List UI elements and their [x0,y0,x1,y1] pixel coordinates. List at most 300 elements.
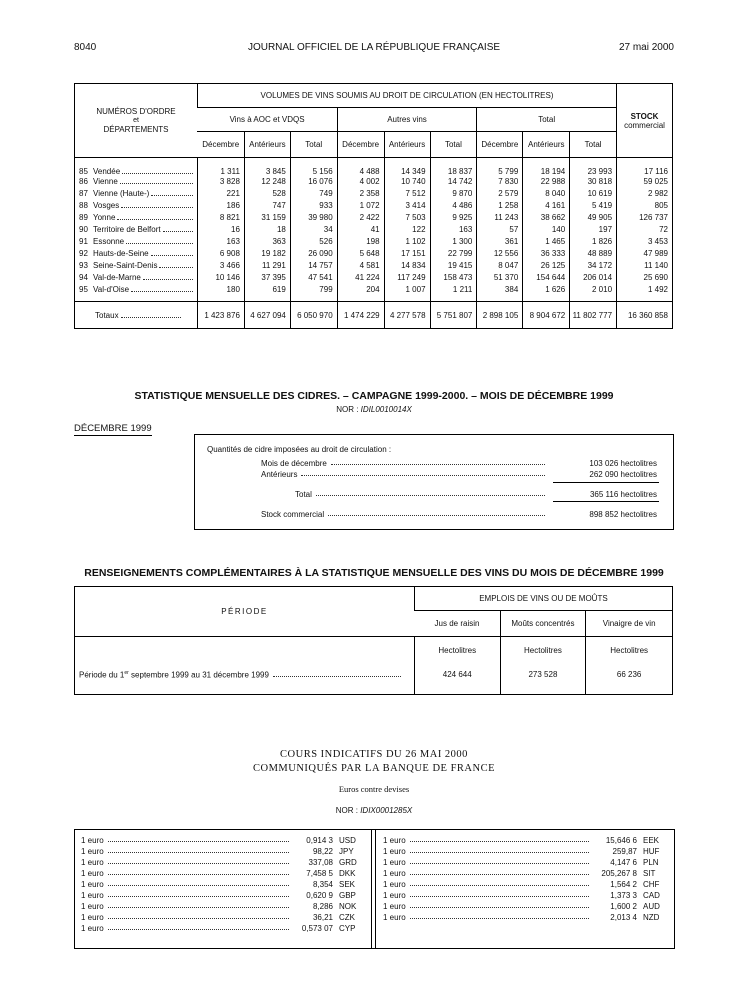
dept-name: Vienne (Haute-) [93,189,150,198]
currency-row [383,856,667,867]
periode-text: Période du 1er septembre 1999 au 31 décembre 1999 [79,670,269,680]
total-cell: 11 802 777 [570,302,617,329]
dept-name: Seine-Saint-Denis [93,261,158,270]
value-cell: 18 194 [523,158,570,176]
euro-label: 1 euro [383,858,406,867]
cidre-title: STATISTIQUE MENSUELLE DES CIDRES. – CAMPAGNE 1999-2000. – MOIS DE DÉCEMBRE 1999 [134,390,614,402]
cidre-stock-row [261,510,657,519]
currency-code: EEK [643,836,660,845]
dept-number: 89 [79,213,88,222]
cidre-total-label: Total [295,490,312,499]
euro-label: 1 euro [383,847,406,856]
unit-label: Hectolitres [438,646,477,655]
currency-code: CYP [339,924,356,933]
currency-code: NOK [339,902,357,911]
rate-value: 259,87 [612,847,637,856]
dept-number: 94 [79,273,88,282]
cours-box [74,829,675,949]
value-cell: 5 156 [290,158,337,176]
totals-label-cell [75,302,198,329]
total-cell: 1 423 876 [197,302,244,329]
dept-header [75,84,198,158]
cidre-stock-value: 898 852 hectolitres [589,510,657,519]
value-cell: 12 248 [244,176,290,188]
total-cell: 2 898 105 [477,302,523,329]
value-cell: 3 845 [244,158,290,176]
wine-volumes-table [74,83,673,329]
value-cell: 37 395 [244,272,290,284]
currency-code: AUD [643,902,660,911]
value-cell: 1 007 [384,284,430,296]
sub-header: Décembre [337,132,384,158]
euro-label: 1 euro [81,847,104,856]
rate-value: 205,267 8 [601,869,637,878]
value-cell: 140 [523,224,570,236]
value-cell: 31 159 [244,212,290,224]
value-cell: 57 [477,224,523,236]
value-cell: 1 492 [617,284,673,296]
value-cell: 41 224 [337,272,384,284]
currency-row [383,889,667,900]
value-cell: 2 982 [617,188,673,200]
wine-row [75,284,673,296]
value-cell: 11 243 [477,212,523,224]
dept-number: 88 [79,201,88,210]
currency-row [383,834,667,845]
cours-title1: COURS INDICATIFS DU 26 MAI 2000 [280,749,468,760]
euro-label: 1 euro [81,902,104,911]
stock-header-line1: STOCK [630,111,659,121]
value-cell: 14 834 [384,260,430,272]
vinaigre-value: 66 236 [616,670,642,679]
cours-title2: COMMUNIQUÉS PAR LA BANQUE DE FRANCE [252,763,495,774]
value-cell: 11 291 [244,260,290,272]
value-cell: 1 826 [570,236,617,248]
group-aoc-header: Vins à AOC et VDQS [197,108,337,132]
nor-code: IDIX0001285X [360,806,413,815]
cidre-stock-label: Stock commercial [261,510,325,519]
value-cell: 51 370 [477,272,523,284]
value-cell: 36 333 [523,248,570,260]
dept-cell [75,260,198,272]
value-cell: 805 [617,200,673,212]
cidre-intro: Quantités de cidre imposées au droit de circulation : [207,445,392,454]
value-cell: 10 146 [197,272,244,284]
value-cell: 221 [197,188,244,200]
currency-row [81,867,363,878]
value-cell: 7 830 [477,176,523,188]
group-autres-header: Autres vins [337,108,477,132]
currency-code: GRD [339,858,357,867]
value-cell: 48 889 [570,248,617,260]
value-cell: 10 619 [570,188,617,200]
nor-code: IDIL0010014X [360,405,412,414]
value-cell: 12 556 [477,248,523,260]
value-cell: 7 512 [384,188,430,200]
value-cell: 47 541 [290,272,337,284]
value-cell: 384 [477,284,523,296]
currency-row [81,889,363,900]
currency-row [81,845,363,856]
euro-label: 1 euro [81,858,104,867]
euro-label: 1 euro [81,913,104,922]
dept-name: Yonne [93,213,116,222]
value-cell: 154 644 [523,272,570,284]
dept-cell [75,212,198,224]
currency-code: DKK [339,869,356,878]
value-cell: 18 837 [430,158,477,176]
rate-value: 8,354 [312,880,333,889]
dept-cell [75,236,198,248]
wine-row [75,236,673,248]
unit-label: Hectolitres [610,646,649,655]
dept-cell [75,200,198,212]
currency-code: CZK [339,913,355,922]
value-cell: 9 870 [430,188,477,200]
volumes-header: VOLUMES DE VINS SOUMIS AU DROIT DE CIRCULATION (EN HECTOLITRES) [197,84,616,108]
periode-cell [75,637,415,695]
wine-row [75,212,673,224]
wine-row [75,200,673,212]
total-cell: 6 050 970 [290,302,337,329]
currency-row [81,834,363,845]
currency-row [383,900,667,911]
rate-value: 4,147 6 [610,858,637,867]
value-cell: 363 [244,236,290,248]
dept-header-line1: NUMÉROS D'ORDRE [96,107,176,116]
value-cell: 1 102 [384,236,430,248]
rate-value: 2,013 4 [610,913,637,922]
value-cell: 2 010 [570,284,617,296]
value-cell: 16 [197,224,244,236]
rens-table [74,586,673,695]
mouts-value: 273 528 [528,670,558,679]
value-cell: 23 993 [570,158,617,176]
totals-row [75,302,673,329]
value-cell: 19 415 [430,260,477,272]
value-cell: 5 799 [477,158,523,176]
dept-number: 93 [79,261,88,270]
currency-row [383,867,667,878]
rate-value: 1,600 2 [610,902,637,911]
euro-label: 1 euro [81,924,104,933]
dept-cell [75,158,198,176]
value-cell: 30 818 [570,176,617,188]
sub-header: Total [570,132,617,158]
currency-code: SEK [339,880,356,889]
jus-value: 424 644 [442,670,472,679]
value-cell: 126 737 [617,212,673,224]
header-date: 27 mai 2000 [618,42,674,53]
euro-label: 1 euro [383,902,406,911]
sub-header: Décembre [197,132,244,158]
value-cell: 26 090 [290,248,337,260]
value-cell: 1 465 [523,236,570,248]
dept-name: Vosges [93,201,120,210]
value-cell: 34 172 [570,260,617,272]
emplois-header: EMPLOIS DE VINS OU DE MOÛTS [414,587,672,611]
periode-header: PÉRIODE [75,587,415,637]
dept-cell [75,248,198,260]
value-cell: 526 [290,236,337,248]
value-cell: 34 [290,224,337,236]
currency-row [383,845,667,856]
wine-row [75,188,673,200]
wine-row [75,260,673,272]
value-cell: 122 [384,224,430,236]
rate-value: 0,573 07 [301,924,333,933]
value-cell: 6 908 [197,248,244,260]
cours-subtitle: Euros contre devises [338,784,410,794]
value-cell: 17 151 [384,248,430,260]
euro-label: 1 euro [383,880,406,889]
cidre-mois-row [261,459,657,468]
group-total-header: Total [477,108,617,132]
dept-cell [75,284,198,296]
value-cell: 8 821 [197,212,244,224]
rate-value: 337,08 [308,858,333,867]
euro-label: 1 euro [383,869,406,878]
cidre-ant-value: 262 090 hectolitres [589,470,657,479]
value-cell: 5 419 [570,200,617,212]
value-cell: 7 503 [384,212,430,224]
value-cell: 4 581 [337,260,384,272]
currency-row [81,878,363,889]
value-cell: 22 988 [523,176,570,188]
value-cell: 4 002 [337,176,384,188]
value-cell: 59 025 [617,176,673,188]
cidre-mois-value: 103 026 hectolitres [589,459,657,468]
value-cell: 25 690 [617,272,673,284]
stock-header [617,84,673,158]
currency-code: CHF [643,880,660,889]
value-cell: 8 047 [477,260,523,272]
value-cell: 41 [337,224,384,236]
unit-label: Hectolitres [524,646,562,655]
total-cell: 1 474 229 [337,302,384,329]
dept-number: 86 [79,177,88,186]
cidre-box [194,434,674,530]
wine-row [75,224,673,236]
value-cell: 16 076 [290,176,337,188]
page-number: 8040 [74,42,97,53]
dept-name: Vienne [93,177,118,186]
rate-value: 98,22 [312,847,333,856]
cidre-total-value: 365 116 hectolitres [589,490,657,499]
euro-label: 1 euro [81,836,104,845]
currency-code: NZD [643,913,660,922]
euro-label: 1 euro [383,913,406,922]
nor-label: NOR : [336,405,359,414]
col-header-vinaigre: Vinaigre de vin [586,611,673,637]
value-cell: 3 453 [617,236,673,248]
value-cell: 4 161 [523,200,570,212]
sub-header: Total [290,132,337,158]
wine-row [75,158,673,176]
value-cell: 38 662 [523,212,570,224]
cidre-section-label: DÉCEMBRE 1999 [74,423,152,434]
dept-number: 85 [79,166,88,176]
value-cell: 619 [244,284,290,296]
value-cell: 2 358 [337,188,384,200]
jus-cell [414,637,500,695]
value-cell: 5 648 [337,248,384,260]
dept-cell [75,272,198,284]
stock-header-line2: commercial [624,120,665,130]
value-cell: 749 [290,188,337,200]
currency-code: SIT [643,869,656,878]
currency-code: CAD [643,891,660,900]
rate-value: 0,914 3 [306,836,333,845]
value-cell: 117 249 [384,272,430,284]
total-cell: 16 360 858 [617,302,673,329]
dept-header-line3: DÉPARTEMENTS [103,125,169,134]
sub-header: Antérieurs [244,132,290,158]
wine-row [75,248,673,260]
value-cell: 747 [244,200,290,212]
euro-label: 1 euro [81,880,104,889]
value-cell: 158 473 [430,272,477,284]
value-cell: 163 [430,224,477,236]
cours-left-column [81,834,363,933]
value-cell: 2 579 [477,188,523,200]
dept-number: 91 [79,237,88,246]
mouts-cell [500,637,586,695]
col-header-jus: Jus de raisin [414,611,500,637]
total-cell: 4 277 578 [384,302,430,329]
total-cell: 8 904 672 [523,302,570,329]
totals-label: Totaux [95,310,119,320]
value-cell: 11 140 [617,260,673,272]
value-cell: 3 414 [384,200,430,212]
cidre-ant-row [261,470,657,479]
total-cell: 5 751 807 [430,302,477,329]
value-cell: 197 [570,224,617,236]
total-cell: 4 627 094 [244,302,290,329]
currency-row [81,911,363,922]
value-cell: 39 980 [290,212,337,224]
value-cell: 14 349 [384,158,430,176]
col-header-mouts: Moûts concentrés [500,611,586,637]
euro-label: 1 euro [383,836,406,845]
value-cell: 17 116 [617,158,673,176]
cours-right-column [383,834,667,922]
cidre-mois-label: Mois de décembre [261,459,327,468]
dept-cell [75,224,198,236]
dept-name: Vendée [93,166,121,176]
rens-title: RENSEIGNEMENTS COMPLÉMENTAIRES À LA STATISTIQUE MENSUELLE DES VINS DU MOIS DE DÉCEMBRE 1999 [84,567,664,579]
sub-header: Antérieurs [523,132,570,158]
sub-header: Décembre [477,132,523,158]
value-cell: 9 925 [430,212,477,224]
value-cell: 3 828 [197,176,244,188]
dept-header-line2: et [133,117,139,124]
euro-label: 1 euro [81,869,104,878]
rate-value: 1,564 2 [610,880,637,889]
value-cell: 8 040 [523,188,570,200]
dept-cell [75,176,198,188]
rate-value: 8,286 [312,902,333,911]
value-cell: 528 [244,188,290,200]
rate-value: 0,620 9 [306,891,333,900]
dept-number: 90 [79,225,88,234]
value-cell: 163 [197,236,244,248]
value-cell: 10 740 [384,176,430,188]
value-cell: 14 742 [430,176,477,188]
euro-label: 1 euro [81,891,104,900]
euro-label: 1 euro [383,891,406,900]
sub-header: Antérieurs [384,132,430,158]
value-cell: 1 626 [523,284,570,296]
dept-number: 95 [79,285,88,294]
wine-row [75,176,673,188]
currency-row [81,900,363,911]
value-cell: 3 466 [197,260,244,272]
value-cell: 1 311 [197,158,244,176]
value-cell: 1 258 [477,200,523,212]
value-cell: 4 486 [430,200,477,212]
rate-value: 1,373 3 [610,891,637,900]
currency-row [383,911,667,922]
value-cell: 4 488 [337,158,384,176]
value-cell: 1 072 [337,200,384,212]
currency-row [81,856,363,867]
rate-value: 15,646 6 [605,836,637,845]
cidre-ant-label: Antérieurs [261,470,298,479]
value-cell: 933 [290,200,337,212]
value-cell: 361 [477,236,523,248]
value-cell: 1 211 [430,284,477,296]
currency-code: JPY [339,847,354,856]
currency-row [383,878,667,889]
value-cell: 19 182 [244,248,290,260]
journal-title: JOURNAL OFFICIEL DE LA RÉPUBLIQUE FRANÇAISE [247,42,501,53]
dept-name: Val-de-Marne [93,273,141,282]
value-cell: 22 799 [430,248,477,260]
rate-value: 36,21 [312,913,333,922]
value-cell: 26 125 [523,260,570,272]
value-cell: 18 [244,224,290,236]
vinaigre-cell [586,637,673,695]
dept-name: Essonne [93,237,125,246]
value-cell: 204 [337,284,384,296]
value-cell: 72 [617,224,673,236]
currency-code: PLN [643,858,659,867]
dept-number: 87 [79,189,88,198]
currency-code: HUF [643,847,660,856]
currency-code: GBP [339,891,356,900]
value-cell: 799 [290,284,337,296]
value-cell: 47 989 [617,248,673,260]
dept-cell [75,188,198,200]
cidre-nor [0,405,748,414]
value-cell: 2 422 [337,212,384,224]
value-cell: 49 905 [570,212,617,224]
cours-nor [0,806,748,815]
dept-name: Hauts-de-Seine [93,249,149,258]
currency-code: USD [339,836,356,845]
value-cell: 1 300 [430,236,477,248]
dept-name: Val-d'Oise [93,285,130,294]
sub-header: Total [430,132,477,158]
wine-row [75,272,673,284]
dept-number: 92 [79,249,88,258]
value-cell: 186 [197,200,244,212]
value-cell: 198 [337,236,384,248]
currency-row [81,922,363,933]
value-cell: 206 014 [570,272,617,284]
cidre-total-row [295,490,657,499]
